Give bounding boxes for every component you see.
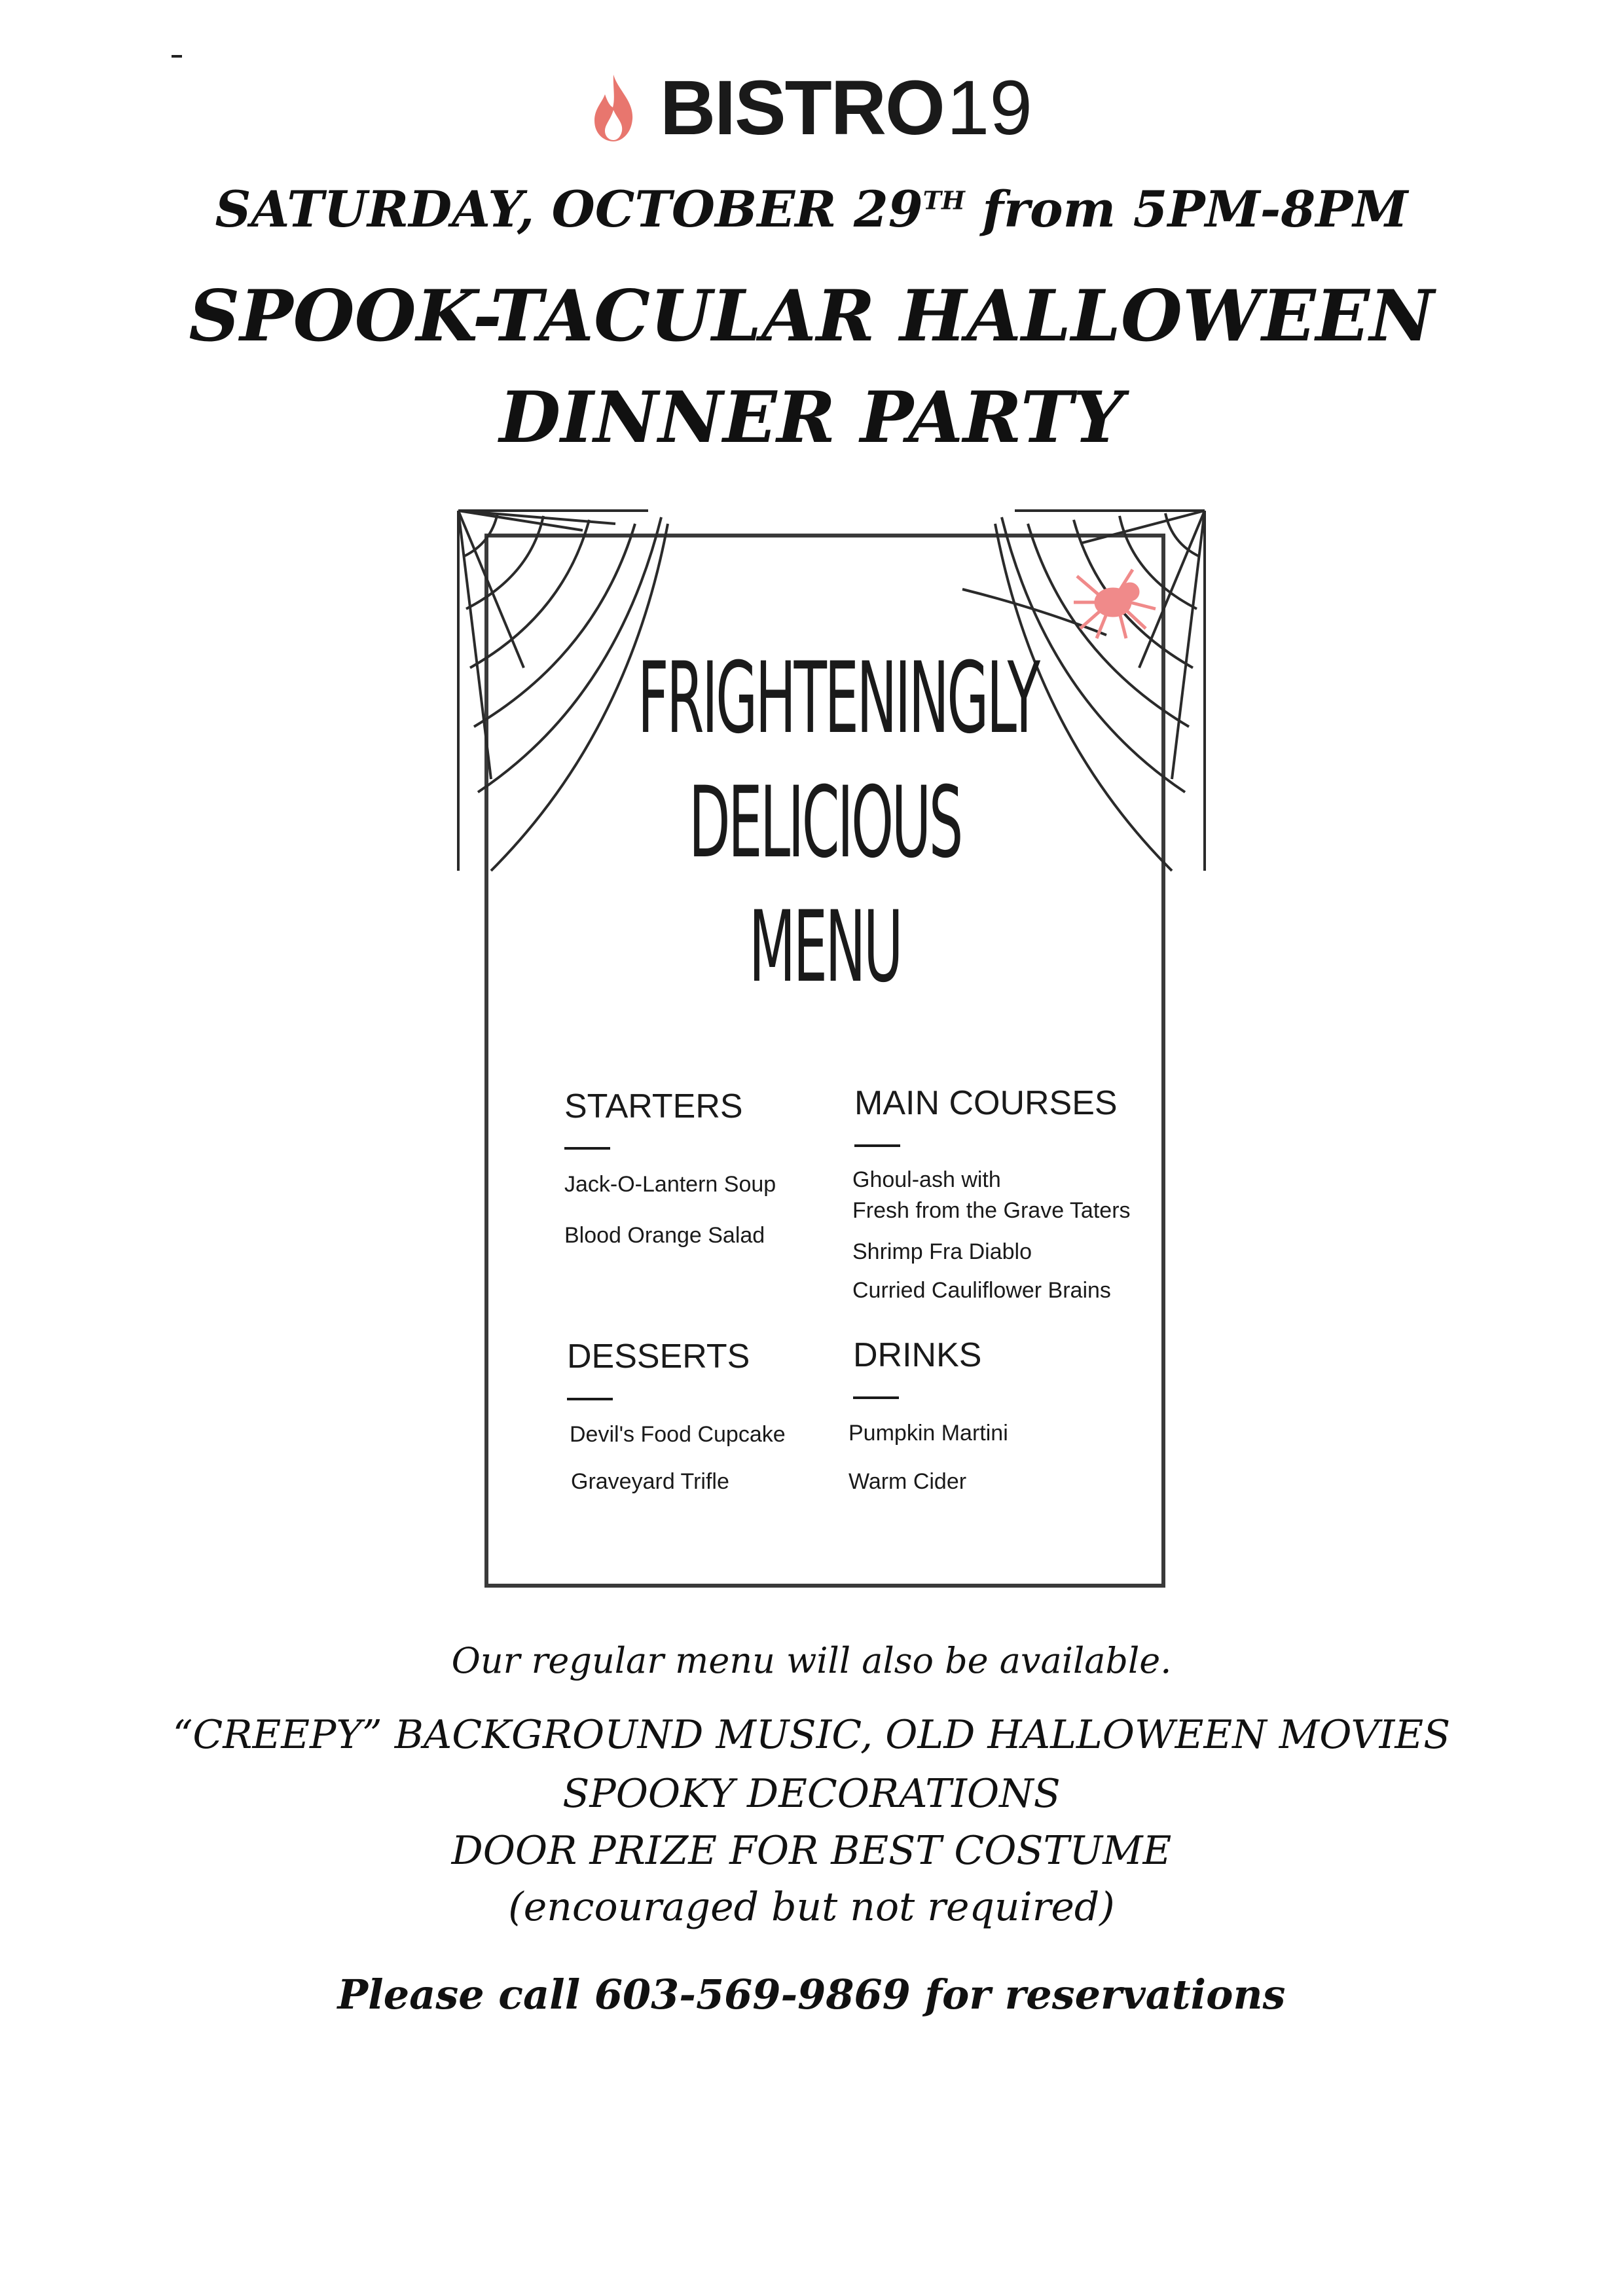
section-divider: [854, 1144, 900, 1147]
menu-item: Jack-O-Lantern Soup: [564, 1172, 776, 1197]
section-title-drinks: DRINKS: [853, 1336, 982, 1374]
event-date: [0, 180, 1623, 238]
flame-icon: [591, 72, 636, 144]
section-title-desserts: DESSERTS: [567, 1338, 750, 1376]
section-divider: [564, 1147, 610, 1150]
section-divider: [567, 1398, 613, 1400]
scan-mark: [172, 55, 182, 58]
brand-name: BISTRO: [659, 65, 944, 151]
menu-item: Shrimp Fra Diablo: [852, 1239, 1032, 1264]
menu-item: Fresh from the Grave Taters: [852, 1198, 1131, 1223]
section-title-starters: STARTERS: [564, 1087, 743, 1125]
event-date-suffix: TH: [922, 185, 965, 215]
event-title-line-2: DINNER PARTY: [499, 376, 1124, 459]
menu-item: Graveyard Trifle: [571, 1469, 729, 1494]
menu-heading-line-1: FRIGHTENINGLY: [638, 642, 1038, 756]
menu-item: Curried Cauliflower Brains: [852, 1278, 1111, 1303]
feature-line: DOOR PRIZE FOR BEST COSTUME: [451, 1828, 1172, 1874]
regular-menu-note: Our regular menu will also be available.: [451, 1640, 1172, 1681]
section-divider: [853, 1396, 899, 1399]
menu-item: Warm Cider: [848, 1469, 967, 1494]
event-date-text: SATURDAY, OCTOBER 29: [215, 180, 923, 238]
event-title-line-1: SPOOK-TACULAR HALLOWEEN: [189, 275, 1434, 357]
menu-item: Blood Orange Salad: [564, 1223, 765, 1248]
feature-line: SPOOKY DECORATIONS: [562, 1771, 1061, 1817]
menu-item: Devil's Food Cupcake: [570, 1422, 786, 1447]
brand-number: 19: [946, 65, 1033, 151]
reservation-line: Please call 603-569-9869 for reservations: [337, 1971, 1286, 2018]
feature-line: (encouraged but not required): [508, 1884, 1115, 1930]
menu-heading-line-2: DELICIOUS: [689, 766, 961, 880]
menu-heading-line-3: MENU: [748, 890, 902, 1004]
section-title-main-courses: MAIN COURSES: [854, 1084, 1118, 1122]
event-time: from 5PM-8PM: [964, 180, 1408, 238]
feature-line: “CREEPY” BACKGROUND MUSIC, OLD HALLOWEEN MOVIES: [172, 1712, 1451, 1758]
menu-item: Ghoul-ash with: [852, 1167, 1001, 1192]
logo: [0, 62, 1623, 154]
menu-item: Pumpkin Martini: [848, 1421, 1008, 1446]
